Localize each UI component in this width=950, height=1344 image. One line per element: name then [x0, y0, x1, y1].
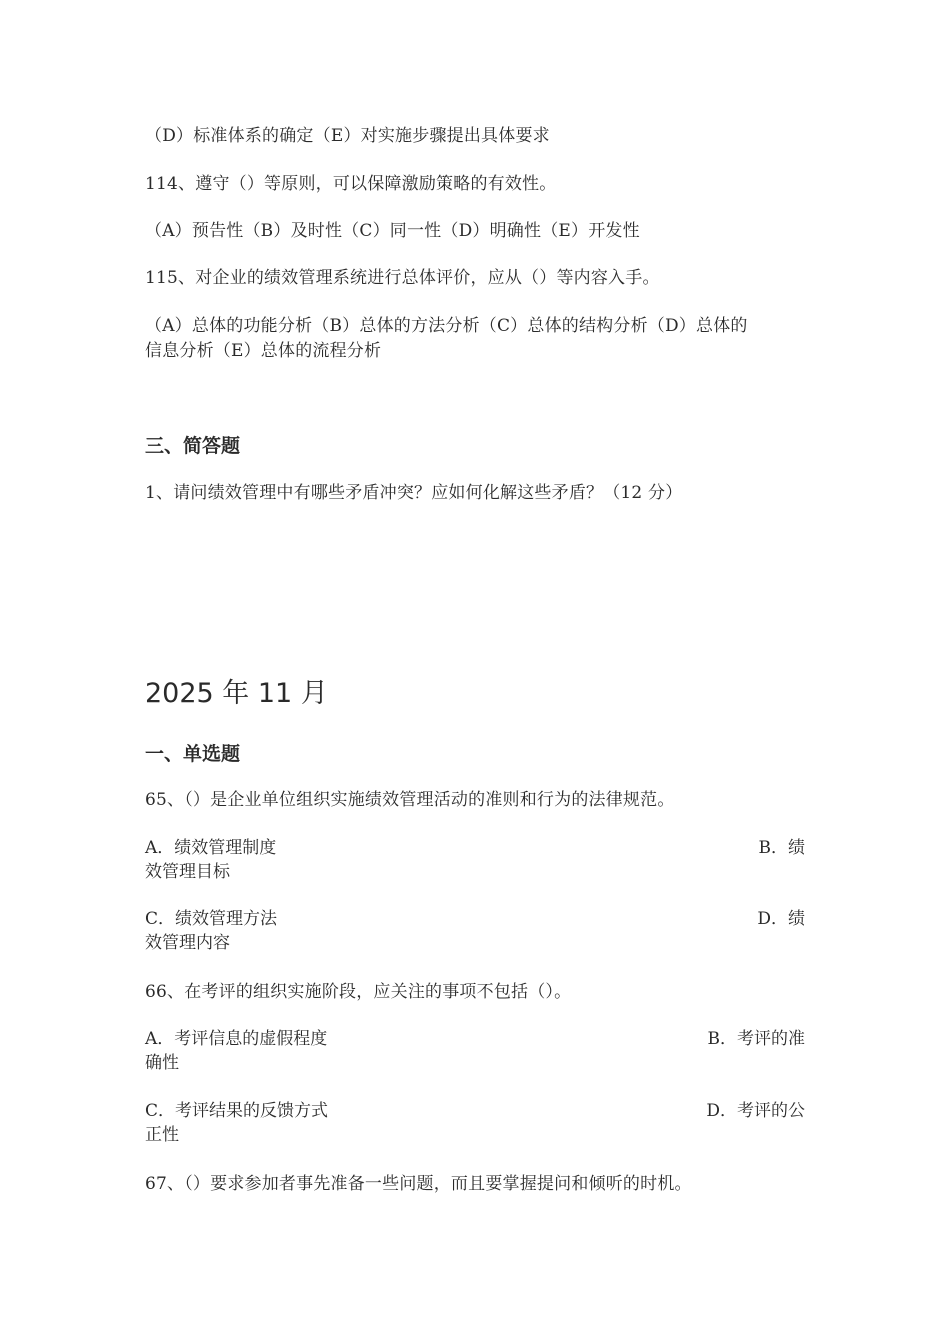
q65-stem: 65、（）是企业单位组织实施绩效管理活动的准则和行为的法律规范。 — [145, 790, 675, 810]
q65-option-d-tail: 效管理内容 — [145, 933, 230, 953]
q66-option-b-head: B．考评的准 — [707, 1029, 805, 1049]
q65-option-c: C．绩效管理方法 — [145, 909, 278, 929]
q115-options-line1: （A）总体的功能分析（B）总体的方法分析（C）总体的结构分析（D）总体的 — [145, 316, 748, 336]
q65-option-b-tail: 效管理目标 — [145, 862, 230, 882]
q114-stem: 114、遵守（）等原则，可以保障激励策略的有效性。 — [145, 174, 557, 194]
single-choice-heading: 一、单选题 — [145, 743, 241, 765]
q114-options: （A）预告性（B）及时性（C）同一性（D）明确性（E）开发性 — [145, 221, 640, 241]
q66-options-ab — [145, 1027, 805, 1075]
q115-stem: 115、对企业的绩效管理系统进行总体评价，应从（）等内容入手。 — [145, 268, 660, 288]
q65-options-cd — [145, 907, 805, 955]
q65-option-a: A．绩效管理制度 — [145, 838, 277, 858]
q66-stem: 66、在考评的组织实施阶段，应关注的事项不包括（）。 — [145, 982, 572, 1002]
q67-stem: 67、（）要求参加者事先准备一些问题，而且要掌握提问和倾听的时机。 — [145, 1174, 692, 1194]
q66-option-c: C．考评结果的反馈方式 — [145, 1101, 329, 1121]
q66-option-d-tail: 正性 — [145, 1125, 179, 1145]
q66-option-a: A．考评信息的虚假程度 — [145, 1029, 328, 1049]
q66-option-b-tail: 确性 — [145, 1053, 179, 1073]
short-answer-q1: 1、请问绩效管理中有哪些矛盾冲突？应如何化解这些矛盾？（12 分） — [145, 483, 683, 503]
q65-options-ab — [145, 836, 805, 884]
exam-date-title: 2025 年 11 月 — [145, 678, 328, 709]
q65-option-d-head: D．绩 — [757, 909, 805, 929]
q113-options-tail: （D）标准体系的确定（E）对实施步骤提出具体要求 — [145, 126, 550, 146]
q66-options-cd — [145, 1099, 805, 1147]
q66-option-d-head: D．考评的公 — [706, 1101, 805, 1121]
q65-option-b-head: B．绩 — [758, 838, 805, 858]
q115-options-line2: 信息分析（E）总体的流程分析 — [145, 341, 382, 361]
short-answer-heading: 三、简答题 — [145, 435, 241, 457]
